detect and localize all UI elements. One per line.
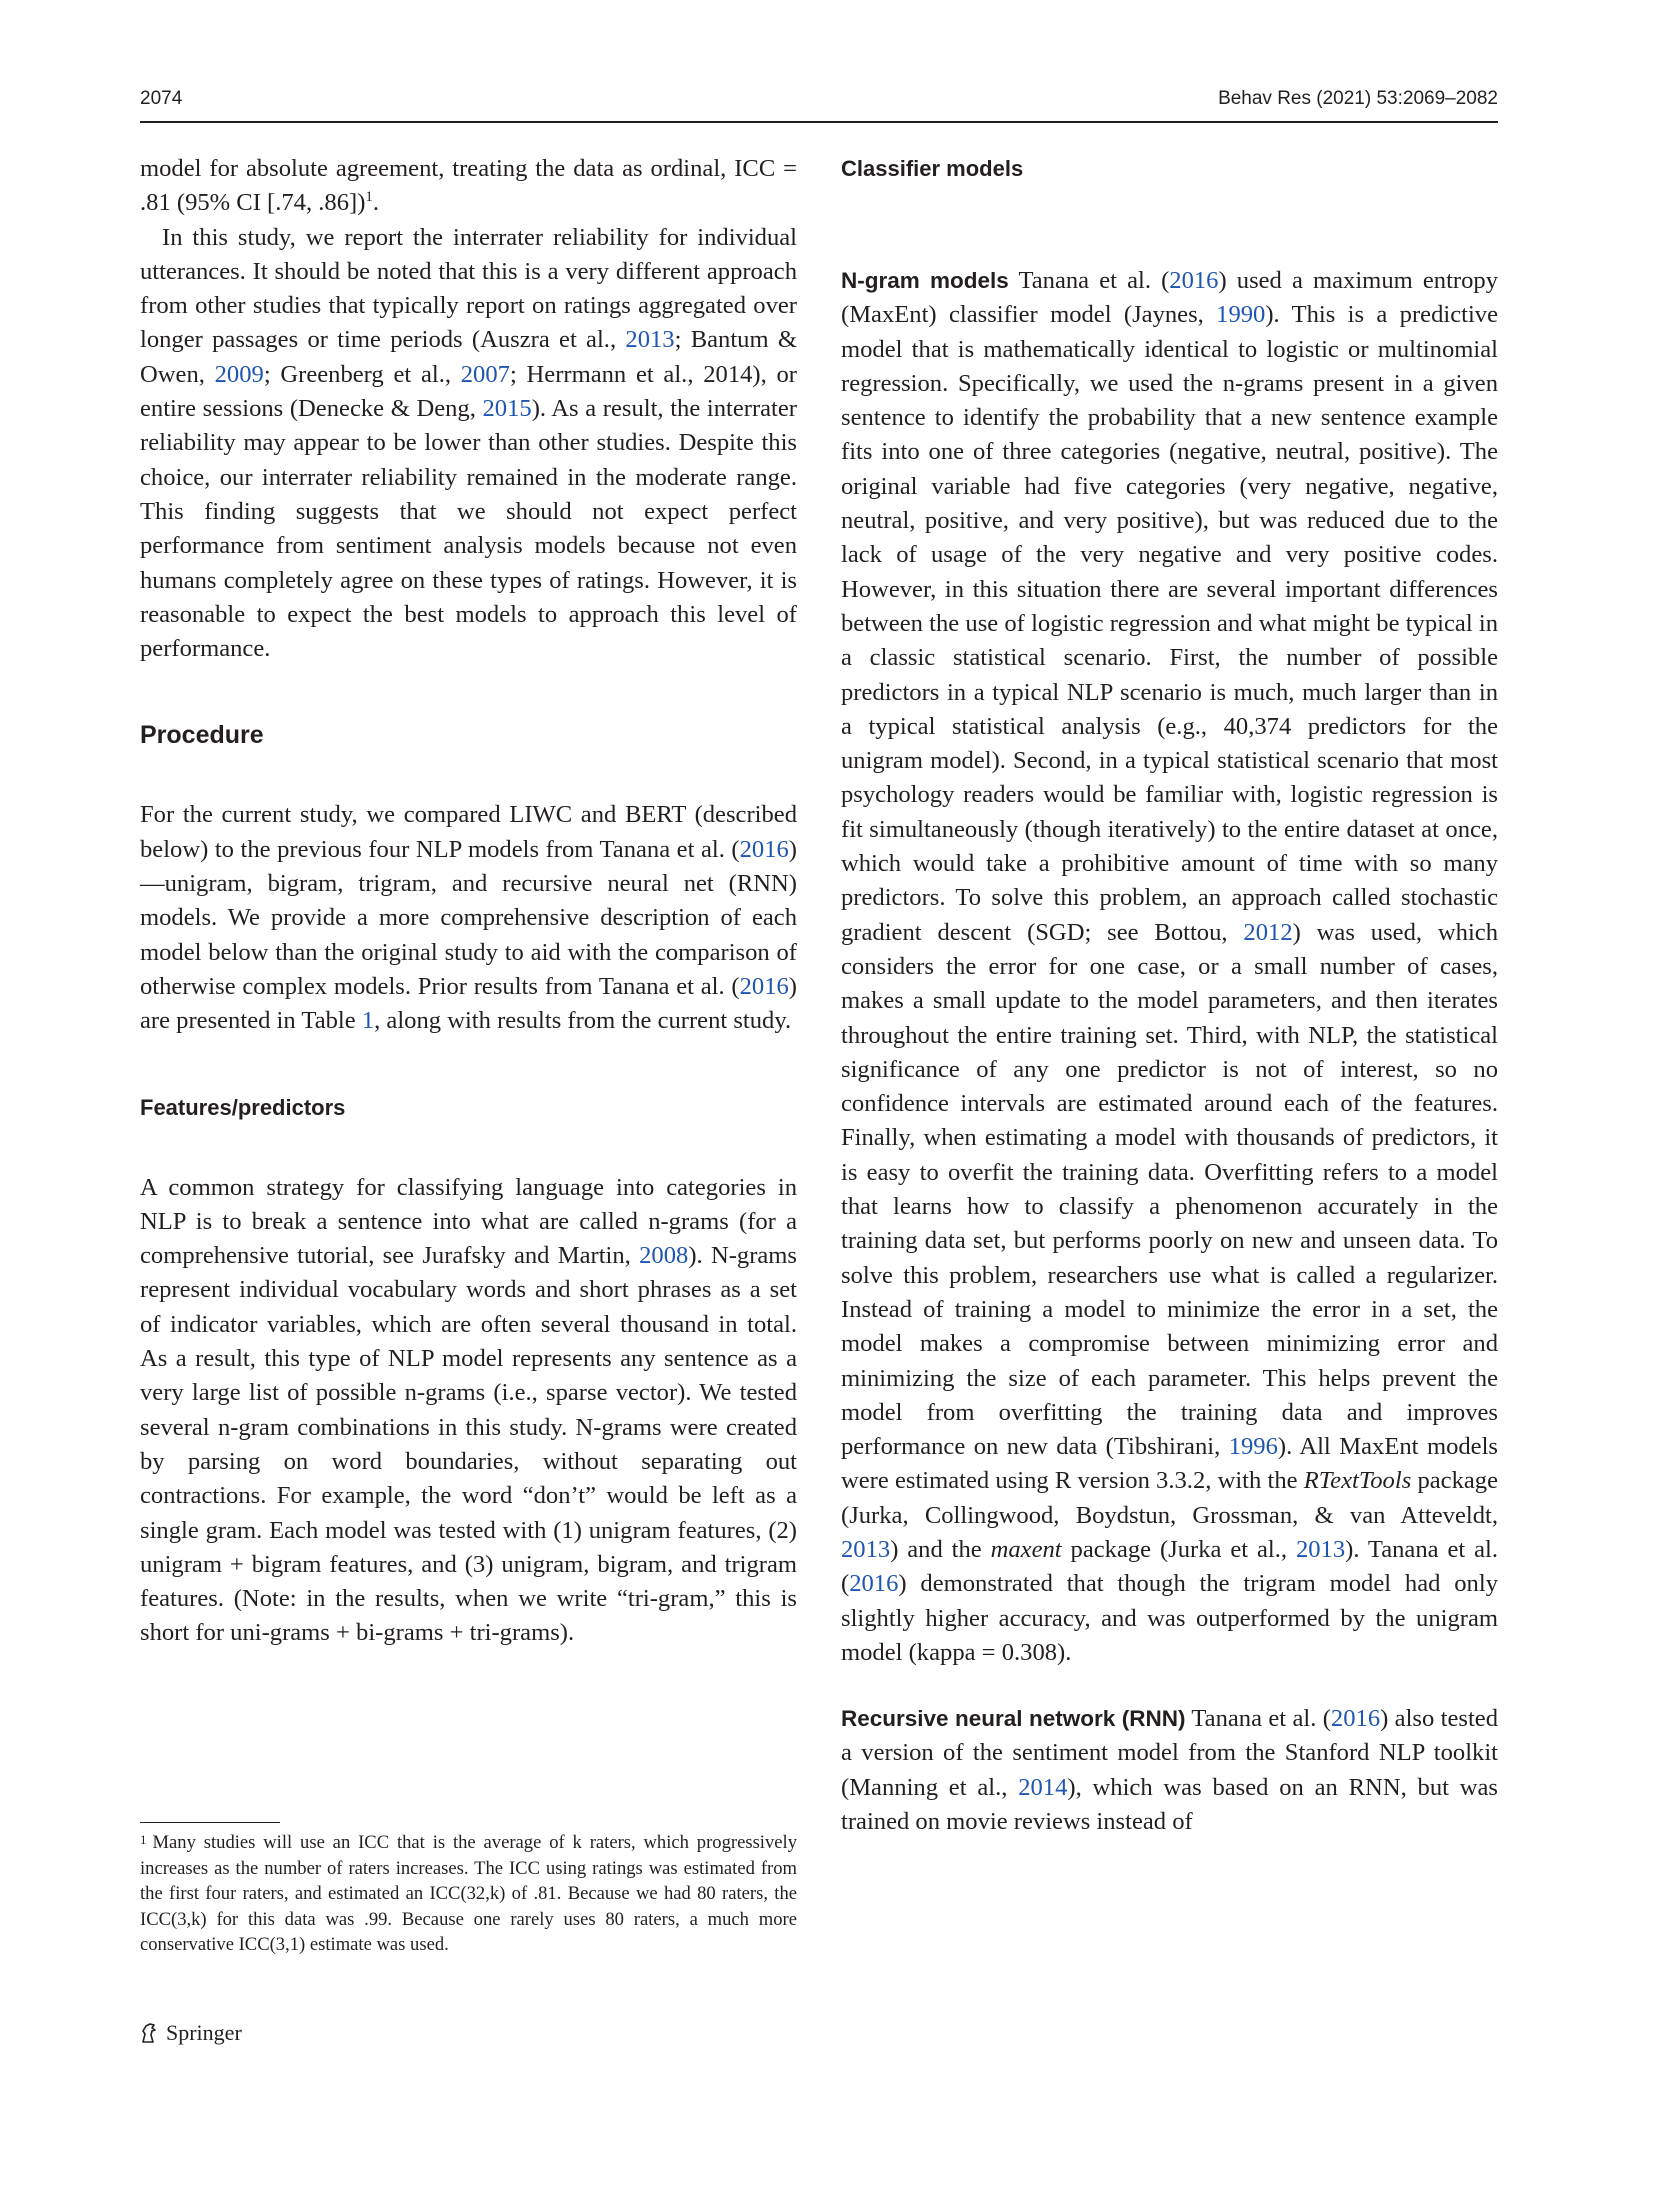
citation-link[interactable]: 1990: [1216, 301, 1266, 329]
citation-link[interactable]: 2007: [460, 360, 510, 388]
text-run: ) are presented in Table: [140, 972, 797, 1035]
publisher-name: Springer: [166, 2020, 242, 2045]
text-run: ) was used, which considers the error for one case, or a small number of cases, makes a small update to the model parameters, and then iterates throughout the entire training set. Third, with NLP, the statistical significance of any one predictor is not of interest, so no confidence intervals are estimated around each of the features. Finally, when estimating a model with thousands of predictors, it is easy to overfit the training data. Overfitting refers to a model that learns how to classify a phenomenon accurately in the training data set, but performs poorly on new and unseen data. To solve this problem, researchers use what is called a regularizer. Instead of training a model to minimize the error in a set, the model makes a compromise between minimizing error and minimizing the size of each parameter. This helps prevent the model from overfitting the training data and improves performance on new data (Tibshirani,: [841, 918, 1498, 1461]
footnote-marker[interactable]: 1: [365, 189, 373, 206]
subsection-heading-classifier: Classifier models: [841, 156, 1024, 181]
text-run: ; Herrmann et al., 2014), or entire sessions (Denecke & Deng,: [140, 360, 797, 423]
citation-link[interactable]: 2012: [1243, 918, 1293, 946]
citation-link[interactable]: 1996: [1228, 1433, 1278, 1461]
text-run: ). Tanana et al. (: [841, 1535, 1498, 1598]
footnote: [140, 1830, 797, 1958]
text-run: , along with results from the current study.: [374, 1007, 792, 1035]
citation-link[interactable]: 2015: [482, 395, 532, 423]
text-run: ; Greenberg et al.,: [263, 360, 461, 388]
right-column: [841, 152, 1498, 1839]
text-run: .: [372, 189, 380, 217]
running-header: Behav Res (2021) 53:2069–2082: [1218, 88, 1498, 109]
citation-link[interactable]: 2013: [1295, 1535, 1346, 1563]
text-run: ) demonstrated that though the trigram model had only slightly higher accuracy, and was outperformed by the unigram model (kappa = 0.308).: [841, 1570, 1498, 1666]
paragraph-procedure: [140, 798, 797, 1038]
citation-link[interactable]: 2016: [849, 1570, 899, 1598]
publisher-footer: [140, 2020, 242, 2046]
citation-link[interactable]: 2009: [214, 360, 264, 388]
footnote-text: Many studies will use an ICC that is the average of k raters, which progressively increases as the number of raters increases. The ICC using ratings was estimated from the first four raters, and estimated an ICC(32,k) of .81. Because we had 80 raters, the ICC(3,k) for this data was .99. Because one rarely uses 80 raters, a much more conservative ICC(3,1) estimate was used.: [140, 1832, 797, 1956]
citation-link[interactable]: 1: [361, 1007, 375, 1035]
paragraph-icc: [140, 152, 797, 221]
runin-heading-rnn: Recursive neural network (RNN): [841, 1706, 1186, 1732]
paragraph-ngrams: [140, 1171, 797, 1651]
text-run: ). This is a predictive model that is mathematically identical to logistic or multinomial regression. Specifically, we used the n-grams present in a given sentence to identify the probability that a new sentence example fits into one of three categories (negative, neutral, positive). The original variable had five categories (very negative, negative, neutral, positive, and very positive), but was reduced due to the lack of usage of the very negative and very positive codes. However, in this situation there are several important differences between the use of logistic regression and what might be typical in a classic statistical scenario. First, the number of possible predictors in a typical NLP scenario is much, much larger than in a typical statistical analysis (e.g., 40,374 predictors for the unigram model). Second, in a typical statistical scenario that most psychology readers would be familiar with, logistic regression is fit simultaneously (though iteratively) to the entire dataset at once, which would take a prohibitive amount of time with so many predictors. To solve this problem, an approach called stochastic gradient descent (SGD; see Bottou,: [841, 301, 1498, 946]
page-number: 2074: [140, 88, 183, 109]
text-run: model for absolute agreement, treating the data as ordinal, ICC = .81 (95% CI [.74, .86]): [140, 155, 797, 217]
text-run: ) used a maximum entropy (MaxEnt) classifier model (Jaynes,: [841, 267, 1498, 329]
paragraph-rnn: [841, 1702, 1498, 1839]
springer-horse-icon: [140, 2022, 158, 2044]
text-run: ). All MaxEnt models were estimated using R version 3.3.2, with the: [841, 1433, 1498, 1495]
italic-text: RTextTools: [1303, 1467, 1412, 1495]
citation-link[interactable]: 2013: [841, 1535, 891, 1563]
text-run: ) and the: [890, 1535, 991, 1563]
text-run: )—unigram, bigram, trigram, and recursive neural net (RNN) models. We provide a more comprehensive description of each model below than the original study to aid with the comparison of otherwise complex models. Prior results from Tanana et al. (: [140, 835, 797, 1000]
text-run: package (Jurka et al.,: [1061, 1535, 1296, 1563]
left-column: [140, 152, 797, 1651]
citation-link[interactable]: 2016: [739, 835, 789, 863]
spacer: [841, 1670, 1498, 1702]
text-run: A common strategy for classifying language into categories in NLP is to break a sentence into what are called n-grams (for a comprehensive tutorial, see Jurafsky and Martin,: [140, 1173, 797, 1270]
text-run: Tanana et al. (: [1008, 267, 1170, 294]
paragraph-ngram-body: [841, 267, 1498, 1666]
text-run: ) also tested a version of the sentiment model from the Stanford NLP toolkit (Manning et al.,: [841, 1705, 1498, 1801]
text-run: For the current study, we compared LIWC and BERT (described below) to the previous four NLP models from Tanana et al. (: [140, 801, 797, 863]
citation-link[interactable]: 2013: [625, 326, 675, 354]
section-heading-procedure: Procedure: [140, 721, 264, 750]
footnote-rule: [140, 1822, 280, 1823]
italic-text: maxent: [990, 1535, 1062, 1563]
paragraph-ngram-models: [841, 264, 1498, 1670]
paragraph-interrater: [140, 221, 797, 667]
runin-heading-ngram: N-gram models: [841, 268, 1009, 293]
text-run: ). As a result, the interrater reliability may appear to be lower than other studies. Despite this choice, our interrater reliability remained in the moderate range. This finding suggests that we should not expect perfect performance from sentiment analysis models because not even humans completely agree on these types of ratings. However, it is reasonable to expect the best models to approach this level of performance.: [140, 395, 797, 663]
text-run: ; Bantum & Owen,: [140, 326, 798, 388]
citation-link[interactable]: 2008: [639, 1242, 689, 1270]
text-run: Tanana et al. (: [1185, 1705, 1331, 1733]
citation-link[interactable]: 2016: [1169, 267, 1219, 294]
spacer: [841, 232, 1498, 264]
citation-link[interactable]: 2016: [739, 972, 789, 1000]
header-rule: [140, 121, 1498, 123]
citation-link[interactable]: 2016: [1330, 1705, 1381, 1733]
citation-link[interactable]: 2014: [1018, 1773, 1068, 1801]
text-run: ). N-grams represent individual vocabulary words and short phrases as a set of indicator variables, which are often several thousand in total. As a result, this type of NLP model represents any sentence as a very large list of possible n-grams (i.e., sparse vector). We tested several n-gram combinations in this study. N-grams were created by parsing on word boundaries, without separating out contractions. For example, the word “don’t” would be left as a single gram. Each model was tested with (1) unigram features, (2) unigram + bigram features, and (3) unigram, bigram, and trigram features. (Note: in the results, when we write “tri-gram,” this is short for uni-grams + bi-grams + tri-grams).: [140, 1242, 797, 1647]
text-run: In this study, we report the interrater reliability for individual utterances. It should be noted that this is a very different approach from other studies that typically report on ratings aggregated over longer passages or time periods (Auszra et al.,: [140, 223, 797, 354]
text-run: package (Jurka, Collingwood, Boydstun, Grossman, & van Atteveldt,: [841, 1467, 1499, 1529]
footnote-number: 1: [140, 1832, 147, 1847]
text-run: ), which was based on an RNN, but was trained on movie reviews instead of: [841, 1773, 1498, 1836]
subsection-heading-features: Features/predictors: [140, 1094, 346, 1120]
